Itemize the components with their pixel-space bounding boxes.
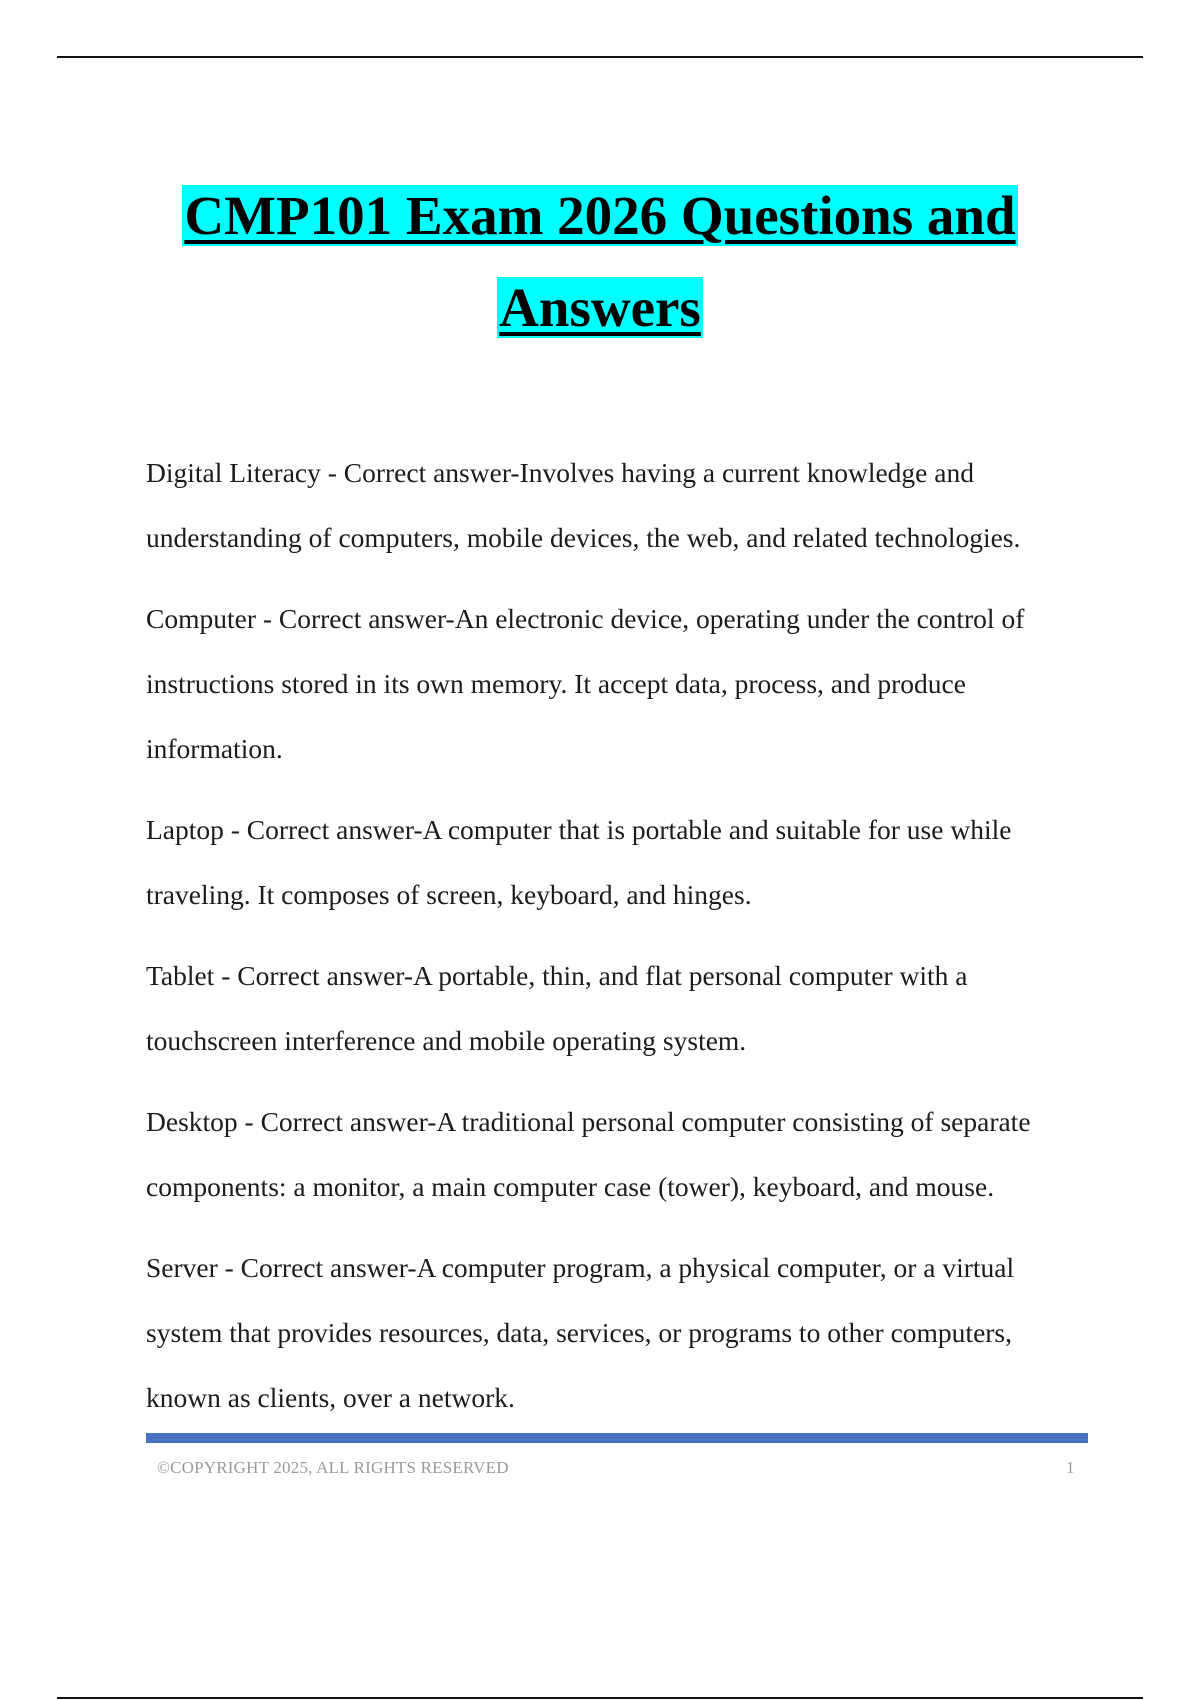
qa-entry-laptop: Laptop - Correct answer-A computer that is portable and suitable for use while traveling. It composes of screen, keyboard, and hinges.: [146, 814, 1012, 910]
qa-entry-digital-literacy: Digital Literacy - Correct answer-Involves having a current knowledge and understanding of computers, mobile devices, the web, and related technologies.: [146, 457, 1021, 553]
title-line-1: CMP101 Exam 2026 Questions and: [184, 185, 1016, 246]
qa-entry-computer: Computer - Correct answer-An electronic device, operating under the control of instructions stored in its own memory. It accept data, process, and produce information.: [146, 603, 1025, 764]
qa-list: [146, 440, 1086, 1446]
copyright-notice: ©COPYRIGHT 2025, ALL RIGHTS RESERVED: [157, 1458, 509, 1477]
bottom-rule: [57, 1697, 1143, 1699]
footer-bar: [146, 1433, 1088, 1443]
top-rule: [57, 56, 1143, 58]
title-line-2: Answers: [499, 277, 701, 338]
qa-entry-desktop: Desktop - Correct answer-A traditional personal computer consisting of separate components: a monitor, a main computer case (tower), keyboard, and mouse.: [146, 1106, 1031, 1202]
document-title: [0, 170, 1200, 354]
page-number: 1: [1066, 1458, 1075, 1477]
qa-entry-tablet: Tablet - Correct answer-A portable, thin, and flat personal computer with a touchscreen interference and mobile operating system.: [146, 960, 968, 1056]
qa-entry-server: Server - Correct answer-A computer program, a physical computer, or a virtual system that provides resources, data, services, or programs to other computers, known as clients, over a network.: [146, 1252, 1015, 1413]
